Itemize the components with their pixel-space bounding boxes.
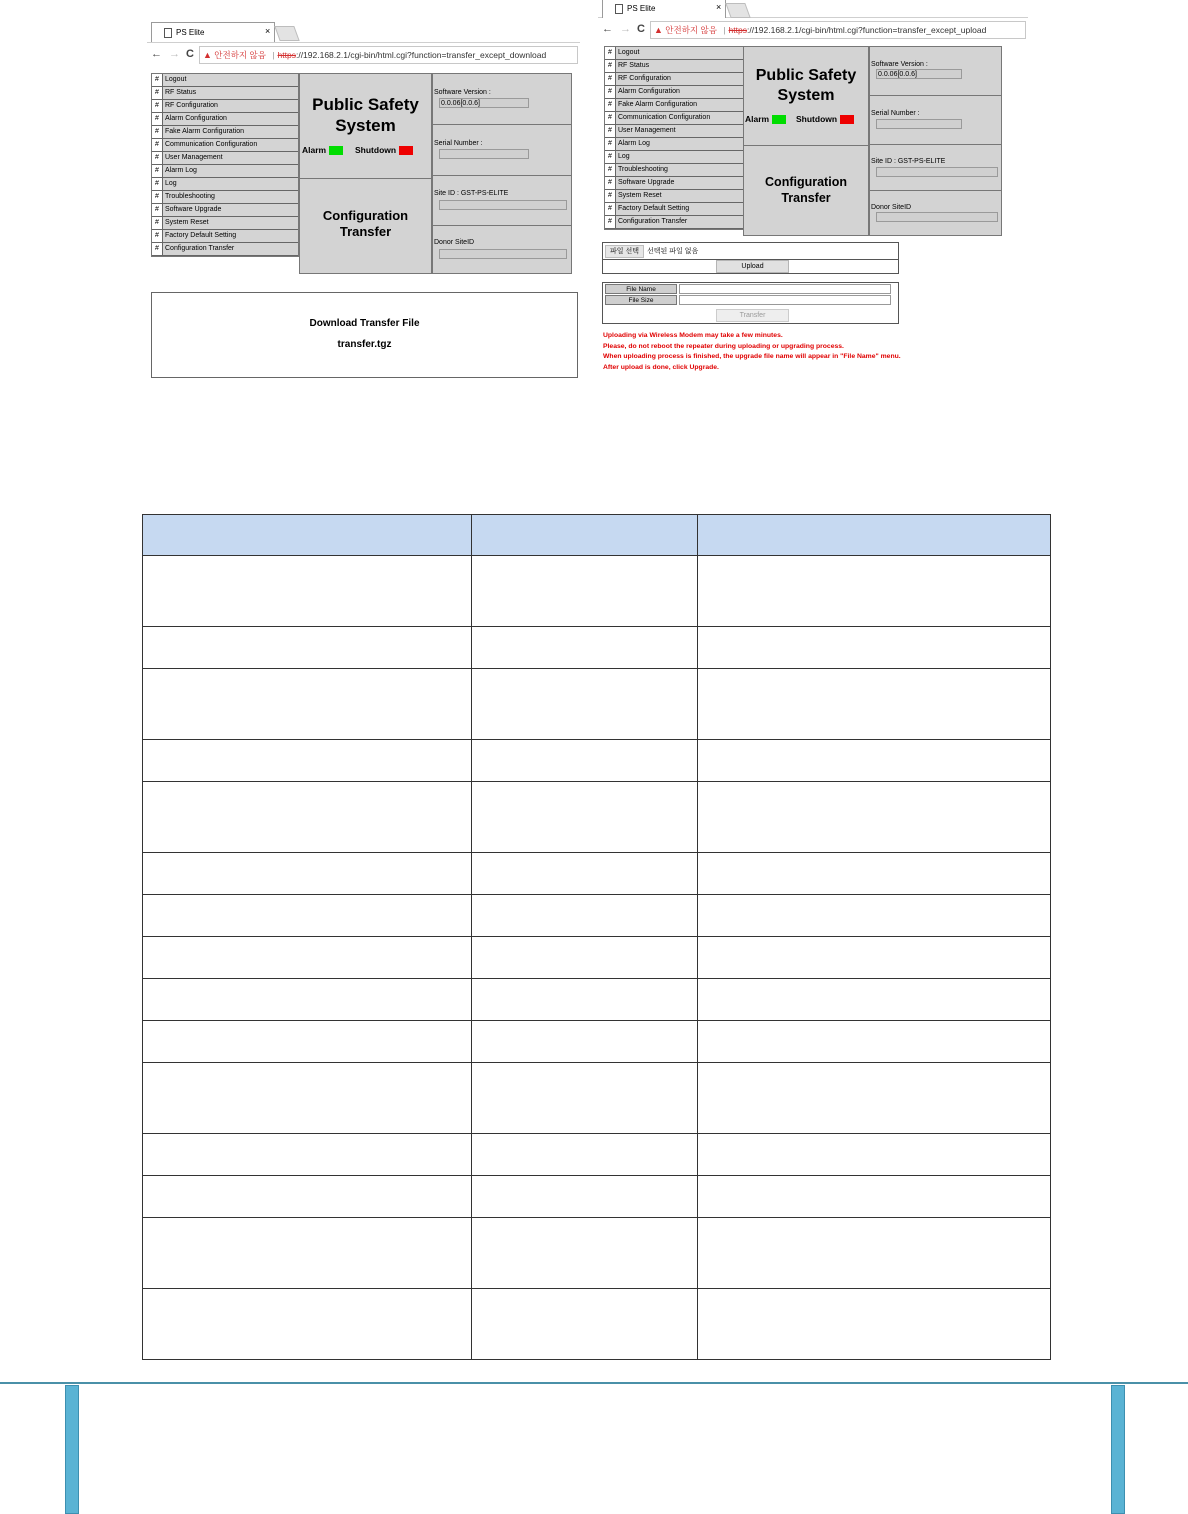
table-cell [472, 1063, 698, 1134]
menu-item[interactable] [152, 74, 298, 87]
table-row [143, 1063, 1051, 1134]
site-id-field [876, 167, 998, 177]
table-cell [143, 937, 472, 979]
url-path: ://192.168.2.1/cgi-bin/html.cgi?function=transfer_except_upload [746, 25, 987, 35]
shutdown-status-light [399, 146, 413, 155]
table-cell [698, 1021, 1051, 1063]
menu-item-label: Configuration Transfer [616, 216, 744, 228]
table-row [143, 627, 1051, 669]
tab-strip [147, 18, 580, 43]
footer-rule [0, 1382, 1188, 1384]
table-cell [472, 937, 698, 979]
note-4: After upload is done, click Upgrade. [603, 363, 719, 371]
table-cell [698, 669, 1051, 740]
site-id-panel [869, 144, 1002, 191]
table-cell [698, 627, 1051, 669]
back-icon[interactable]: ← [151, 48, 162, 60]
menu-item-label: Communication Configuration [163, 139, 298, 151]
donor-site-label: Donor SiteID [871, 204, 912, 211]
menu-item-label: System Reset [616, 190, 744, 202]
menu-item[interactable] [152, 113, 298, 126]
menu-hash: # [605, 190, 616, 202]
table-cell [472, 1218, 698, 1289]
upload-form [602, 242, 899, 274]
menu-item[interactable] [605, 164, 744, 177]
table-cell [698, 1218, 1051, 1289]
software-version-field: 0.0.06[0.0.6] [876, 69, 962, 79]
title-line-2: System [335, 116, 396, 135]
column-header [472, 515, 698, 556]
menu-item-label: Communication Configuration [616, 112, 744, 124]
menu-item[interactable] [605, 73, 744, 86]
menu-item-label: Log [616, 151, 744, 163]
table-cell [472, 740, 698, 782]
table-cell [472, 853, 698, 895]
menu-hash: # [605, 86, 616, 98]
reload-icon[interactable]: C [637, 23, 645, 35]
table-cell [472, 1289, 698, 1360]
menu-hash: # [605, 60, 616, 72]
menu-item[interactable] [152, 152, 298, 165]
download-screenshot [147, 18, 580, 392]
table-cell [143, 782, 472, 853]
menu-item-label: Alarm Configuration [163, 113, 298, 125]
menu-item[interactable] [605, 138, 744, 151]
menu-item[interactable] [152, 139, 298, 152]
browser-tab[interactable] [151, 22, 275, 42]
menu-item-label: Alarm Configuration [616, 86, 744, 98]
menu-item[interactable] [152, 243, 298, 256]
menu-item-label: User Management [163, 152, 298, 164]
serial-number-panel [432, 124, 572, 176]
menu-item-label: Factory Default Setting [616, 203, 744, 215]
menu-item[interactable] [605, 60, 744, 73]
menu-item-label: Software Upgrade [163, 204, 298, 216]
serial-number-field [876, 119, 962, 129]
menu-item[interactable] [152, 87, 298, 100]
menu-item-label: Configuration Transfer [163, 243, 298, 255]
file-name-value [679, 284, 891, 294]
menu-item[interactable] [152, 191, 298, 204]
url-separator: | [723, 25, 726, 35]
table-cell [143, 669, 472, 740]
alarm-status-light [329, 146, 343, 155]
file-hint: 선택된 파일 없음 [647, 248, 699, 255]
menu-item-label: Alarm Log [616, 138, 744, 150]
table-row [143, 979, 1051, 1021]
alarm-indicator: Alarm [745, 114, 786, 124]
site-id-label: Site ID : GST-PS-ELITE [434, 190, 509, 197]
url-scheme: https [728, 25, 747, 35]
menu-hash: # [152, 243, 163, 255]
table-cell [698, 1134, 1051, 1176]
nav-menu [151, 73, 299, 257]
table-cell [143, 853, 472, 895]
upload-notes [603, 331, 901, 373]
tab-strip [598, 0, 1028, 18]
menu-item-label: System Reset [163, 217, 298, 229]
menu-item[interactable] [152, 178, 298, 191]
table-row [143, 1218, 1051, 1289]
serial-number-panel [869, 95, 1002, 145]
security-warning[interactable]: 안전하지 않음 [214, 50, 266, 60]
menu-hash: # [605, 125, 616, 137]
table-cell [143, 1063, 472, 1134]
table-cell [143, 1289, 472, 1360]
table-cell [472, 782, 698, 853]
footer-bar-right [1111, 1385, 1125, 1514]
menu-item-label: Logout [163, 74, 298, 86]
menu-item-label: Factory Default Setting [163, 230, 298, 242]
menu-item[interactable] [152, 217, 298, 230]
table-cell [698, 556, 1051, 627]
table-row [143, 895, 1051, 937]
browser-tab[interactable] [602, 0, 726, 18]
menu-item[interactable] [605, 177, 744, 190]
menu-item[interactable] [605, 86, 744, 99]
reload-icon[interactable]: C [186, 48, 194, 60]
section-line-2: Transfer [781, 191, 831, 205]
url-scheme: https [277, 50, 296, 60]
table-cell [698, 1289, 1051, 1360]
table-cell [472, 1021, 698, 1063]
shutdown-status-light [840, 115, 854, 124]
software-version-label: Software Version : [871, 61, 928, 68]
table-row [143, 740, 1051, 782]
menu-item-label: Software Upgrade [616, 177, 744, 189]
page-icon [615, 4, 623, 14]
url-path: ://192.168.2.1/cgi-bin/html.cgi?function=transfer_except_download [295, 50, 547, 60]
title-panel [299, 73, 432, 179]
donor-site-panel [432, 225, 572, 274]
forward-icon[interactable]: → [169, 48, 180, 60]
donor-site-field [876, 212, 998, 222]
table-cell [698, 979, 1051, 1021]
menu-hash: # [152, 87, 163, 99]
table-row [143, 937, 1051, 979]
table-cell [698, 1063, 1051, 1134]
table-row [143, 556, 1051, 627]
security-warning[interactable]: 안전하지 않음 [665, 25, 717, 35]
download-box [151, 292, 578, 378]
table-cell [143, 1134, 472, 1176]
page-icon [164, 28, 172, 38]
menu-item[interactable] [605, 216, 744, 229]
menu-item-label: Alarm Log [163, 165, 298, 177]
menu-hash: # [605, 112, 616, 124]
section-line-1: Configuration [765, 175, 847, 189]
file-info-table [602, 282, 899, 324]
software-version-panel [869, 46, 1002, 96]
table-cell [698, 895, 1051, 937]
menu-hash: # [152, 217, 163, 229]
table-cell [143, 627, 472, 669]
tab-close-icon[interactable]: × [716, 2, 722, 12]
url-separator: | [272, 50, 275, 60]
section-line-1: Configuration [322, 208, 409, 223]
menu-hash: # [605, 138, 616, 150]
menu-hash: # [152, 204, 163, 216]
shutdown-indicator: Shutdown [796, 114, 854, 124]
menu-item[interactable] [605, 151, 744, 164]
table-cell [472, 1134, 698, 1176]
tab-title: PS Elite [627, 4, 656, 13]
site-id-field [439, 200, 567, 210]
menu-hash: # [152, 230, 163, 242]
tab-title: PS Elite [176, 28, 205, 37]
menu-item[interactable] [152, 100, 298, 113]
menu-hash: # [605, 164, 616, 176]
table-row [143, 782, 1051, 853]
table-cell [472, 895, 698, 937]
warning-triangle-icon: ▲ [203, 50, 212, 60]
menu-hash: # [152, 178, 163, 190]
table-cell [143, 556, 472, 627]
file-name-label: File Name [605, 284, 677, 294]
software-version-label: Software Version : [434, 89, 491, 96]
new-tab-button[interactable] [725, 3, 750, 18]
title-line-1: Public Safety [312, 95, 419, 114]
menu-hash: # [605, 216, 616, 228]
menu-hash: # [152, 165, 163, 177]
main-table [142, 514, 1051, 1360]
choose-file-button[interactable]: 파일 선택 [605, 245, 644, 258]
table-cell [698, 853, 1051, 895]
forward-icon[interactable]: → [620, 23, 631, 35]
menu-hash: # [152, 126, 163, 138]
menu-item[interactable] [605, 190, 744, 203]
upload-button[interactable]: Upload [716, 260, 789, 273]
table-cell [472, 627, 698, 669]
menu-item[interactable] [152, 230, 298, 243]
menu-hash: # [605, 203, 616, 215]
menu-item-label: Log [163, 178, 298, 190]
table-header-row [143, 515, 1051, 556]
menu-item-label: RF Configuration [616, 73, 744, 85]
table-cell [143, 740, 472, 782]
section-panel [299, 178, 432, 274]
transfer-button[interactable]: Transfer [716, 309, 789, 322]
note-1: Uploading via Wireless Modem may take a few minutes. [603, 332, 783, 339]
column-header [143, 515, 472, 556]
table-cell [472, 979, 698, 1021]
table-row [143, 1021, 1051, 1063]
site-id-panel [432, 175, 572, 226]
menu-hash: # [152, 152, 163, 164]
table-cell [143, 895, 472, 937]
title-line-2: System [777, 87, 835, 104]
note-3: When uploading process is finished, the upgrade file name will appear in "File Name" menu. [603, 353, 901, 360]
table-cell [143, 1218, 472, 1289]
alarm-status-light [772, 115, 786, 124]
menu-item[interactable] [605, 47, 744, 60]
menu-item[interactable] [605, 99, 744, 112]
table-cell [472, 556, 698, 627]
column-header [698, 515, 1051, 556]
download-file-link[interactable]: transfer.tgz [337, 339, 392, 350]
footer-bar-left [65, 1385, 79, 1514]
table-row [143, 1176, 1051, 1218]
menu-item-label: RF Status [616, 60, 744, 72]
menu-item-label: RF Configuration [163, 100, 298, 112]
title-panel [743, 46, 869, 146]
menu-item-label: Troubleshooting [616, 164, 744, 176]
table-cell [698, 782, 1051, 853]
software-version-field: 0.0.06[0.0.6] [439, 98, 529, 108]
serial-number-label: Serial Number : [871, 110, 920, 117]
table-row [143, 669, 1051, 740]
donor-site-field [439, 249, 567, 259]
section-line-2: Transfer [339, 224, 392, 239]
table-cell [698, 740, 1051, 782]
menu-item[interactable] [152, 126, 298, 139]
menu-item-label: Logout [616, 47, 744, 59]
menu-item[interactable] [605, 112, 744, 125]
menu-hash: # [605, 177, 616, 189]
menu-hash: # [605, 73, 616, 85]
back-icon[interactable]: ← [602, 23, 613, 35]
table-cell [698, 937, 1051, 979]
file-size-label: File Size [605, 295, 677, 305]
url-field[interactable] [199, 46, 578, 64]
menu-hash: # [152, 191, 163, 203]
serial-number-field [439, 149, 529, 159]
table-row [143, 1134, 1051, 1176]
address-bar [147, 43, 580, 67]
alarm-indicator: Alarm [302, 145, 343, 155]
new-tab-button[interactable] [274, 26, 299, 41]
upload-screenshot [598, 0, 1028, 392]
menu-hash: # [152, 74, 163, 86]
table-cell [698, 1176, 1051, 1218]
menu-item[interactable] [152, 204, 298, 217]
note-2: Please, do not reboot the repeater during uploading or upgrading process. [603, 342, 844, 350]
tab-close-icon[interactable]: × [265, 26, 271, 36]
menu-hash: # [605, 151, 616, 163]
address-bar [598, 18, 1028, 42]
table-cell [143, 1021, 472, 1063]
site-id-label: Site ID : GST-PS-ELITE [871, 158, 946, 165]
table-cell [472, 1176, 698, 1218]
menu-hash: # [152, 113, 163, 125]
menu-hash: # [605, 99, 616, 111]
warning-triangle-icon: ▲ [654, 25, 663, 35]
file-size-value [679, 295, 891, 305]
url-field[interactable] [650, 21, 1026, 39]
menu-item-label: Troubleshooting [163, 191, 298, 203]
table-cell [472, 669, 698, 740]
menu-hash: # [152, 139, 163, 151]
table-cell [143, 1176, 472, 1218]
shutdown-indicator: Shutdown [355, 145, 413, 155]
menu-item[interactable] [605, 203, 744, 216]
menu-item-label: User Management [616, 125, 744, 137]
menu-item[interactable] [605, 125, 744, 138]
table-row [143, 1289, 1051, 1360]
nav-menu [604, 46, 745, 230]
download-title: Download Transfer File [309, 318, 420, 329]
menu-item-label: Fake Alarm Configuration [616, 99, 744, 111]
menu-item-label: Fake Alarm Configuration [163, 126, 298, 138]
title-line-1: Public Safety [755, 67, 857, 84]
table-cell [143, 979, 472, 1021]
menu-item-label: RF Status [163, 87, 298, 99]
section-panel [743, 145, 869, 236]
menu-hash: # [152, 100, 163, 112]
menu-hash: # [605, 47, 616, 59]
donor-site-label: Donor SiteID [434, 239, 475, 246]
donor-site-panel [869, 190, 1002, 236]
serial-number-label: Serial Number : [434, 140, 483, 147]
table-row [143, 853, 1051, 895]
menu-item[interactable] [152, 165, 298, 178]
software-version-panel [432, 73, 572, 125]
